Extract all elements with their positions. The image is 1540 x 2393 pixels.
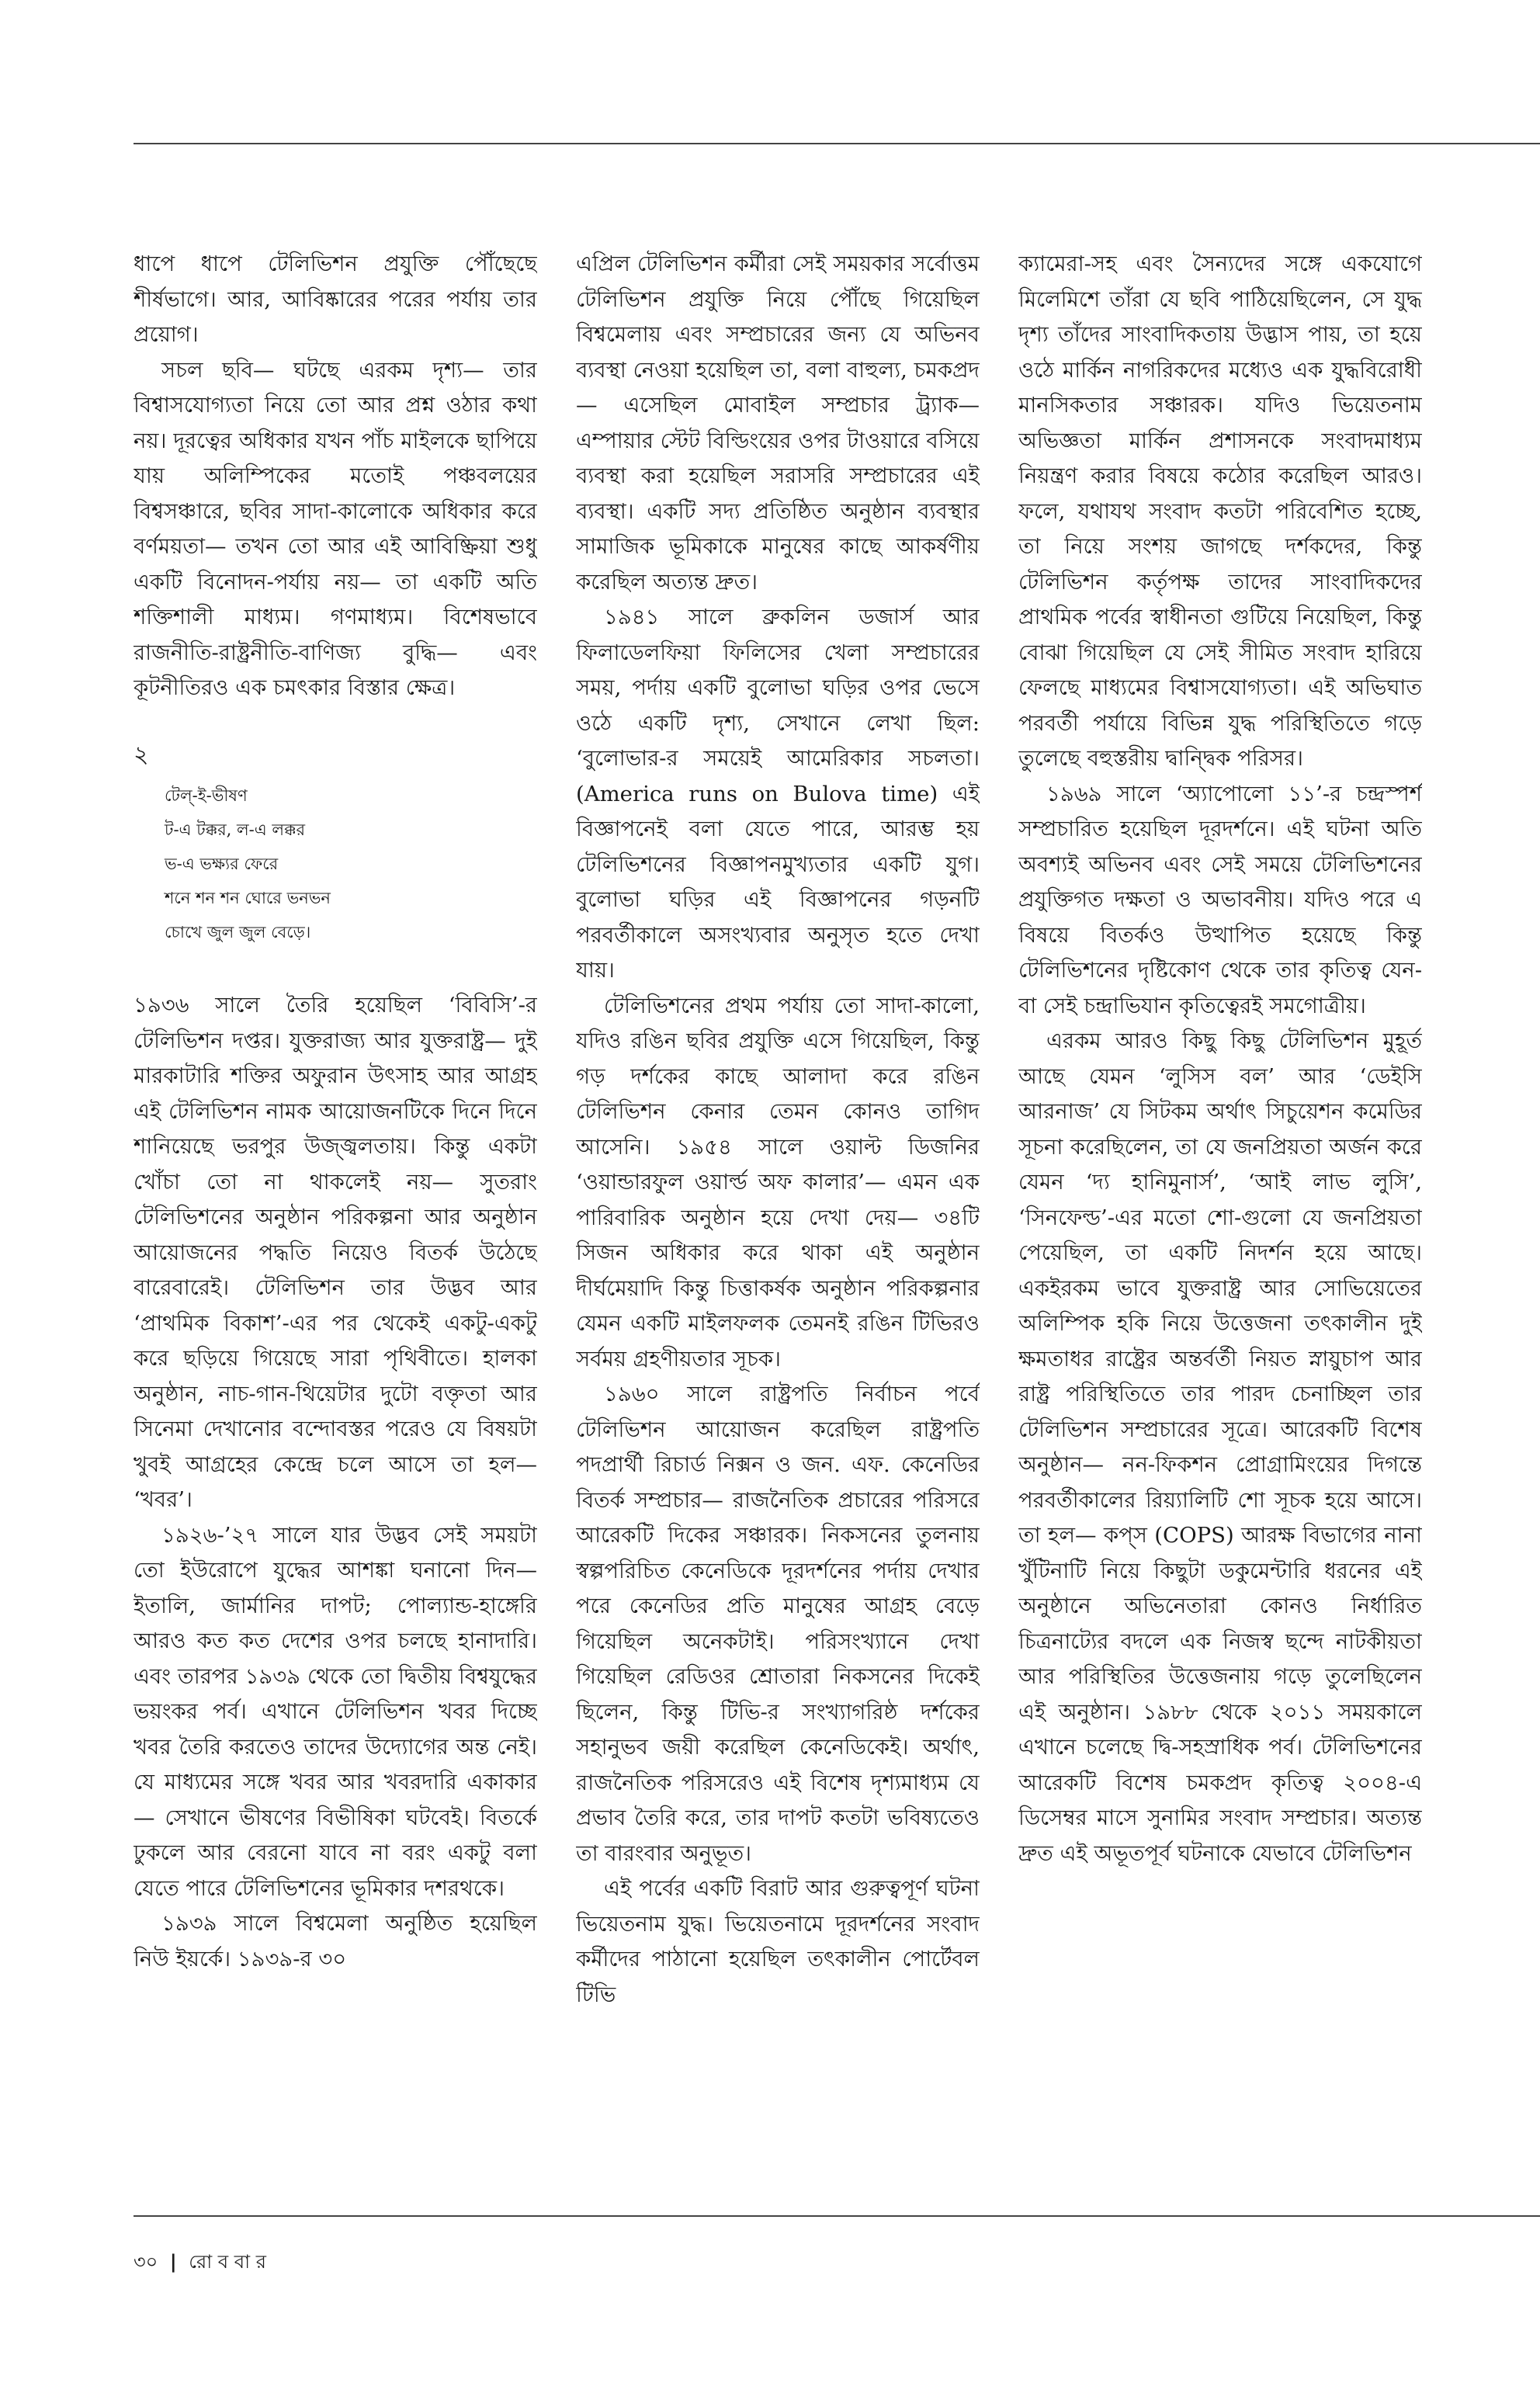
poem-line: শনে শন শন ঘোরে ভনভন xyxy=(165,889,331,907)
paragraph: এরকম আরও কিছু কিছু টেলিভিশন মুহূর্ত আছে যেমন ‘লুসিস বল’ আর ‘ডেইসি আরনাজ’ যে সিটকম অর্থাৎ সিচুয়েশন কমেডির সূচনা করেছিলেন, তা যে জনপ্রিয়তা অর্জন করে যেমন ‘দ্য হানিমুনার্স’, ‘আই লাভ লুসি’, ‘সিনফেল্ড’-এর মতো শো-গুলো যে জনপ্রিয়তা পেয়েছিল, তা একটি নিদর্শন হয়ে আছে। একইরকম ভাবে যুক্তরাষ্ট্র আর সোভিয়েতের অলিম্পিক হকি নিয়ে উত্তেজনা তৎকালীন দুই ক্ষমতাধর রাষ্ট্রের অন্তর্বর্তী নিয়ত স্নায়ুচাপ আর রাষ্ট্র পরিস্থিতিতে তার পারদ চেনাচ্ছিল তার টেলিভিশন সম্প্রচারের সূত্রে। আরেকটি বিশেষ অনুষ্ঠান— নন-ফিকশন প্রোগ্রামিংয়ের দিগন্তে পরবর্তীকালের রিয়্যালিটি শো সূচক হয়ে আসে। তা হল— কপ্‌স (COPS) আরক্ষ বিভাগের নানা খুঁটিনাটি নিয়ে কিছুটা ডকুমেন্টারি ধরনের এই অনুষ্ঠানে অভিনেতারা কোনও নির্ধারিত চিত্রনাট্যের বদলে এক নিজস্ব ছন্দে নাটকীয়তা আর পরিস্থিতির উত্তেজনায় গড়ে তুলেছিলেন এই অনুষ্ঠান। ১৯৮৮ থেকে ২০১১ সময়কালে এখানে চলেছে দ্বি-সহস্রাধিক পর্ব। টেলিভিশনের আরেকটি বিশেষ চমকপ্রদ কৃতিত্ব ২০০৪-এ ডিসেম্বর মাসে সুনামির সংবাদ সম্প্রচার। অত্যন্ত দ্রুত এই অভূতপূর্ব ঘটনাকে যেভাবে টেলিভিশন xyxy=(1018,1028,1422,1866)
paragraph: ধাপে ধাপে টেলিভিশন প্রযুক্তি পৌঁছেছে শীর্ষভাগে। আর, আবিষ্কারের পরের পর্যায় তার প্রয়োগ। xyxy=(134,251,537,347)
paragraph: এপ্রিল টেলিভিশন কর্মীরা সেই সময়কার সর্বোত্তম টেলিভিশন প্রযুক্তি নিয়ে পৌঁছে গিয়েছিল বিশ্বমেলায় এবং সম্প্রচারের জন্য যে অভিনব ব্যবস্থা নেওয়া হয়েছিল তা, বলা বাহুল্য, চমকপ্রদ— এসেছিল মোবাইল সম্প্রচার ট্র্যাক— এম্পায়ার স্টেট বিল্ডিংয়ের ওপর টাওয়ারে বসিয়ে ব্যবস্থা করা হয়েছিল সরাসরি সম্প্রচারের এই ব্যবস্থা। একটি সদ্য প্রতিষ্ঠিত অনুষ্ঠান ব্যবস্থার সামাজিক ভূমিকাকে মানুষের কাছে আকর্ষণীয় করেছিল অত্যন্ত দ্রুত। xyxy=(576,251,980,595)
poem-line: টেল্-ই-ভীষণ xyxy=(165,786,248,805)
publication-name: রো ব বা র xyxy=(189,2251,266,2273)
column-2 xyxy=(576,247,980,2203)
footer-separator: | xyxy=(169,2251,177,2273)
paragraph: ১৯৩৯ সালে বিশ্বমেলা অনুষ্ঠিত হয়েছিল নিউ ইয়র্কে। ১৯৩৯-র ৩০ xyxy=(134,1911,537,1972)
column-3 xyxy=(1018,247,1422,2203)
paragraph: এই পর্বের একটি বিরাট আর গুরুত্বপূর্ণ ঘটনা ভিয়েতনাম যুদ্ধ। ভিয়েতনামে দূরদর্শনের সংবাদ কর্মীদের পাঠানো হয়েছিল তৎকালীন পোর্টেবল টিভি xyxy=(576,1876,980,2007)
paragraph: সচল ছবি— ঘটছে এরকম দৃশ্য— তার বিশ্বাসযোগ্যতা নিয়ে তো আর প্রশ্ন ওঠার কথা নয়। দূরত্বের অধিকার যখন পাঁচ মাইলকে ছাপিয়ে যায় অলিম্পিকের মতোই পঞ্চবলয়ের বিশ্বসঞ্চারে, ছবির সাদা-কালোকে অধিকার করে বর্ণময়তা— তখন তো আর এই আবিষ্ক্রিয়া শুধু একটি বিনোদন-পর্যায় নয়— তা একটি অতি শক্তিশালী মাধ্যম। গণমাধ্যম। বিশেষভাবে রাজনীতি-রাষ্ট্রনীতি-বাণিজ্য বুদ্ধি— এবং কূটনীতিরও এক চমৎকার বিস্তার ক্ষেত্র। xyxy=(134,357,537,700)
paragraph: ১৯৪১ সালে ব্রুকলিন ডজার্স আর ফিলাডেলফিয়া ফিলিসের খেলা সম্প্রচারের সময়, পর্দায় একটি বুলোভা ঘড়ির ওপর ভেসে ওঠে একটি দৃশ্য, সেখানে লেখা ছিল: ‘বুলোভার-র সময়েই আমেরিকার সচলতা। (America runs on Bulova time) এই বিজ্ঞাপনেই বলা যেতে পারে, আরম্ভ হয় টেলিভিশনের বিজ্ঞাপনমুখ্যতার একটি যুগ। বুলোভা ঘড়ির এই বিজ্ঞাপনের গড়নটি পরবর্তীকালে অসংখ্যবার অনুসৃত হতে দেখা যায়। xyxy=(576,605,980,983)
poem-line: ভ-এ ভক্ষ্যর ফেরে xyxy=(165,855,279,873)
paragraph: ১৯৬০ সালে রাষ্ট্রপতি নির্বাচন পর্বে টেলিভিশন আয়োজন করেছিল রাষ্ট্রপতি পদপ্রার্থী রিচার্ড নিক্সন ও জন. এফ. কেনেডির বিতর্ক সম্প্রচার— রাজনৈতিক প্রচারের পরিসরে আরেকটি দিকের সঞ্চারক। নিকসনের তুলনায় স্বল্পপরিচিত কেনেডিকে দূরদর্শনের পর্দায় দেখার পরে কেনেডির প্রতি মানুষের আগ্রহ বেড়ে গিয়েছিল অনেকটাই। পরিসংখ্যানে দেখা গিয়েছিল রেডিওর শ্রোতারা নিকসনের দিকেই ছিলেন, কিন্তু টিভি-র সংখ্যাগরিষ্ঠ দর্শকের সহানুভব জয়ী করেছিল কেনেডিকেই। অর্থাৎ, রাজনৈতিক পরিসরেও এই বিশেষ দৃশ্যমাধ্যম যে প্রভাব তৈরি করে, তার দাপট কতটা ভবিষ্যতেও তা বারংবার অনুভূত। xyxy=(576,1382,980,1866)
paragraph: ১৯৩৬ সালে তৈরি হয়েছিল ‘বিবিসি’-র টেলিভিশন দপ্তর। যুক্তরাজ্য আর যুক্তরাষ্ট্র— দুই মারকাটারি শক্তির অফুরান উৎসাহ আর আগ্রহ এই টেলিভিশন নামক আয়োজনটিকে দিনে দিনে শানিয়েছে ভরপুর উজ্জ্বলতায়। কিন্তু একটা খোঁচা তো না থাকলেই নয়— সুতরাং টেলিভিশনের অনুষ্ঠান পরিকল্পনা আর অনুষ্ঠান আয়োজনের পদ্ধতি নিয়েও বিতর্ক উঠেছে বারেবারেই। টেলিভিশন তার উদ্ভব আর ‘প্রাথমিক বিকাশ’-এর পর থেকেই একটু-একটু করে ছড়িয়ে গিয়েছে সারা পৃথিবীতে। হালকা অনুষ্ঠান, নাচ-গান-থিয়েটার দুটো বক্তৃতা আর সিনেমা দেখানোর বন্দোবস্তর পরেও যে বিষয়টা খুবই আগ্রহের কেন্দ্রে চলে আসে তা হল— ‘খবর’। xyxy=(134,993,537,1512)
column-1 xyxy=(134,247,537,2203)
poem-line: চোখে জুল জুল বেড়ে। xyxy=(165,923,311,942)
paragraph: ১৯৬৯ সালে ‘অ্যাপোলো ১১’-র চন্দ্রস্পর্শ সম্প্রচারিত হয়েছিল দূরদর্শনে। এই ঘটনা অতি অবশ্যই অভিনব এবং সেই সময়ে টেলিভিশনের প্রযুক্তিগত দক্ষতা ও অভাবনীয়। যদিও পরে এ বিষয়ে বিতর্কও উত্থাপিত হয়েছে কিন্তু টেলিভিশনের দৃষ্টিকোণ থেকে তার কৃতিত্ব যেন-বা সেই চন্দ্রাভিযান কৃতিত্বেরই সমগোত্রীয়। xyxy=(1018,781,1422,1018)
paragraph: ক্যামেরা-সহ এবং সৈন্যদের সঙ্গে একযোগে মিলেমিশে তাঁরা যে ছবি পাঠিয়েছিলেন, সে যুদ্ধ দৃশ্য তাঁদের সাংবাদিকতায় উদ্ভাস পায়, তা হয়ে ওঠে মার্কিন নাগরিকদের মধ্যেও এক যুদ্ধবিরোধী মানসিকতার সঞ্চারক। যদিও ভিয়েতনাম অভিজ্ঞতা মার্কিন প্রশাসনকে সংবাদমাধ্যম নিয়ন্ত্রণ করার বিষয়ে কঠোর করেছিল আরও। ফলে, যথাযথ সংবাদ কতটা পরিবেশিত হচ্ছে, তা নিয়ে সংশয় জাগছে দর্শকদের, কিন্তু টেলিভিশন কর্তৃপক্ষ তাদের সাংবাদিকদের প্রাথমিক পর্বের স্বাধীনতা গুটিয়ে নিয়েছিল, কিন্তু বোঝা গিয়েছিল যে সেই সীমিত সংবাদ হারিয়ে ফেলছে মাধ্যমের বিশ্বাসযোগ্যতা। এই অভিঘাত পরবর্তী পর্যায়ে বিভিন্ন যুদ্ধ পরিস্থিতিতে গড়ে তুলেছে বহুস্তরীয় দ্বান্দ্বিক পরিসর। xyxy=(1018,251,1422,771)
bottom-rule xyxy=(134,2215,1540,2217)
paragraph: ১৯২৬-’২৭ সালে যার উদ্ভব সেই সময়টা তো ইউরোপে যুদ্ধের আশঙ্কা ঘনানো দিন— ইতালি, জার্মানির দাপট; পোল্যান্ড-হাঙ্গেরি আরও কত কত দেশের ওপর চলছে হানাদারি। এবং তারপর ১৯৩৯ থেকে তো দ্বিতীয় বিশ্বযুদ্ধের ভয়ংকর পর্ব। এখানে টেলিভিশন খবর দিচ্ছে খবর তৈরি করতেও তাদের উদ্যোগের অন্ত নেই। যে মাধ্যমের সঙ্গে খবর আর খবরদারি একাকার— সেখানে ভীষণের বিভীষিকা ঘটবেই। বিতর্কে ঢুকলে আর বেরনো যাবে না বরং একটু বলা যেতে পারে টেলিভিশনের ভূমিকার দশরথকে। xyxy=(134,1522,537,1901)
poem-line: ট-এ টক্কর, ল-এ লক্কর xyxy=(165,820,306,839)
section-number: ২ xyxy=(134,740,149,768)
poem xyxy=(165,779,537,949)
page-number: ৩০ xyxy=(134,2251,158,2273)
page-footer xyxy=(134,2248,266,2279)
paragraph: টেলিভিশনের প্রথম পর্যায় তো সাদা-কালো, যদিও রঙিন ছবির প্রযুক্তি এসে গিয়েছিল, কিন্তু গড় দর্শকের কাছে আলাদা করে রঙিন টেলিভিশন কেনার তেমন কোনও তাগিদ আসেনি। ১৯৫৪ সালে ওয়াল্ট ডিজনির ‘ওয়ান্ডারফুল ওয়ার্ল্ড অফ কালার’— এমন এক পারিবারিক অনুষ্ঠান হয়ে দেখা দেয়— ৩৪টি সিজন অধিকার করে থাকা এই অনুষ্ঠান দীর্ঘমেয়াদি কিন্তু চিত্তাকর্ষক অনুষ্ঠান পরিকল্পনার যেমন একটি মাইলফলক তেমনই রঙিন টিভিরও সর্বময় গ্রহণীয়তার সূচক। xyxy=(576,993,980,1372)
top-rule xyxy=(134,143,1540,144)
